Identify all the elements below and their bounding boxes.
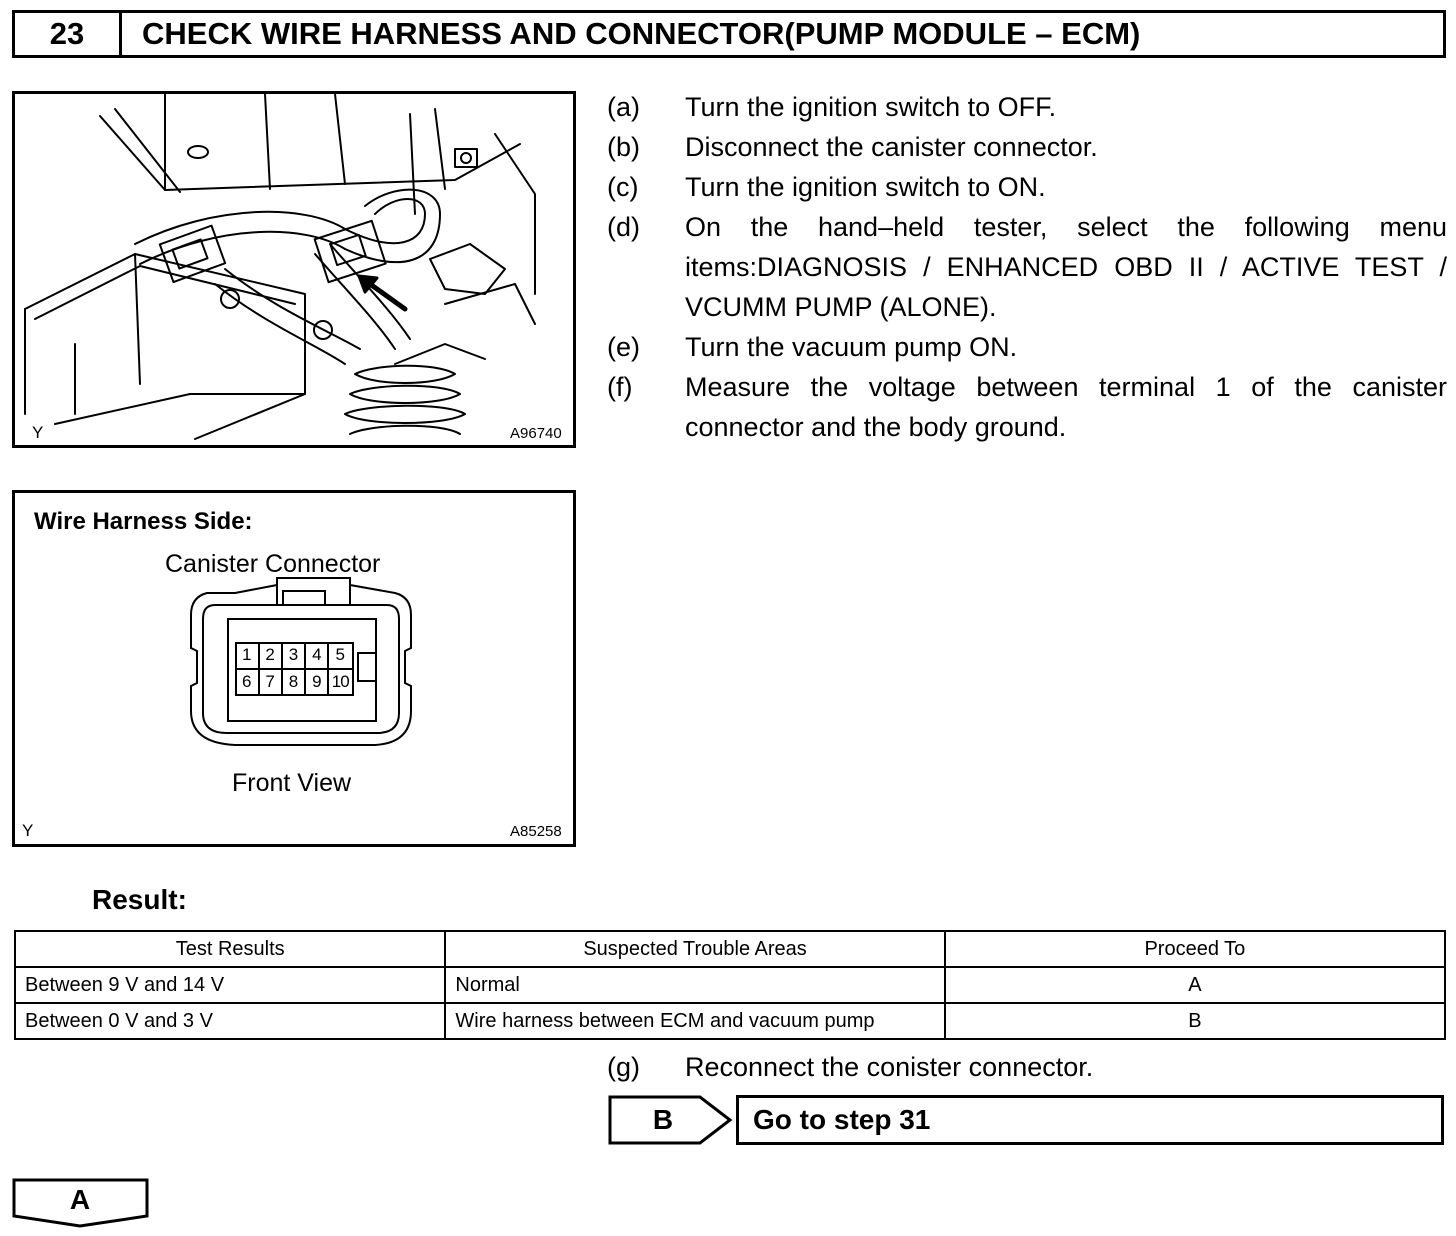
goto-b-marker[interactable] xyxy=(608,1095,734,1145)
terminal-row-top xyxy=(235,645,354,665)
column-header: Proceed To xyxy=(945,931,1445,967)
step-label: (d) xyxy=(607,212,640,242)
table-row xyxy=(15,1003,1445,1039)
step-text: Disconnect the canister connector. xyxy=(685,132,1098,162)
table-cell: Wire harness between ECM and vacuum pump xyxy=(445,1003,944,1039)
terminal-row-bottom xyxy=(235,672,354,692)
figure-canister-connector xyxy=(12,490,576,847)
next-a-marker[interactable] xyxy=(12,1178,150,1228)
step-label: (a) xyxy=(607,92,640,122)
step-number: 23 xyxy=(12,10,122,58)
engine-bay-illustration xyxy=(15,94,573,445)
table-cell: Between 0 V and 3 V xyxy=(15,1003,445,1039)
figure2-corner-mark: Y xyxy=(22,821,34,840)
table-cell: Normal xyxy=(445,967,944,1003)
step-text: Turn the ignition switch to OFF. xyxy=(685,92,1057,122)
step-label: (e) xyxy=(607,332,640,362)
column-header: Suspected Trouble Areas xyxy=(445,931,944,967)
figure2-code: A85258 xyxy=(510,823,562,840)
terminal-5: 5 xyxy=(335,645,345,664)
step-text: Turn the vacuum pump ON. xyxy=(685,332,1018,362)
table-cell: Between 9 V and 14 V xyxy=(15,967,445,1003)
terminal-2: 2 xyxy=(265,645,275,664)
goto-code: B xyxy=(652,1104,674,1135)
figure1-code: A96740 xyxy=(510,425,562,442)
goto-step-text[interactable]: Go to step 31 xyxy=(736,1095,1444,1145)
table-cell: A xyxy=(945,967,1445,1003)
table-cell: B xyxy=(945,1003,1445,1039)
figure1-corner-mark: Y xyxy=(32,423,44,442)
next-code: A xyxy=(69,1184,91,1215)
step-text: Turn the ignition switch to ON. xyxy=(685,172,1046,202)
step-d xyxy=(607,207,1447,327)
wire-harness-side-heading: Wire Harness Side: xyxy=(34,508,253,535)
figure-engine-bay xyxy=(12,91,576,448)
table-header-row xyxy=(15,931,1445,967)
step-f xyxy=(607,367,1447,447)
terminal-6: 6 xyxy=(241,672,252,691)
result-table xyxy=(14,930,1446,1040)
terminal-8: 8 xyxy=(288,672,299,691)
step-label: (f) xyxy=(607,372,633,402)
terminal-grid xyxy=(235,642,354,696)
step-e xyxy=(607,327,1447,367)
terminal-4: 4 xyxy=(312,645,322,664)
step-label: (c) xyxy=(607,172,639,202)
terminal-10: 10 xyxy=(331,672,349,691)
terminal-3: 3 xyxy=(288,645,299,664)
step-text: On the hand–held tester, select the following menu items:DIAGNOSIS / ENHANCED OBD II / ACTIVE TEST / VCUMM PUMP (ALONE). xyxy=(685,212,1447,322)
step-label: (b) xyxy=(607,132,640,162)
step-g xyxy=(607,1047,1447,1087)
procedure-steps xyxy=(607,87,1447,447)
step-label: (g) xyxy=(607,1052,640,1082)
result-title: Result: xyxy=(92,884,187,915)
step-a xyxy=(607,87,1447,127)
step-text: Reconnect the conister connector. xyxy=(685,1052,1094,1082)
page-title: CHECK WIRE HARNESS AND CONNECTOR(PUMP MODULE – ECM) xyxy=(119,10,1446,58)
terminal-7: 7 xyxy=(265,672,275,691)
table-row xyxy=(15,967,1445,1003)
step-c xyxy=(607,167,1447,207)
connector-label: Canister Connector xyxy=(165,550,381,578)
front-view-label: Front View xyxy=(232,769,352,797)
terminal-9: 9 xyxy=(312,672,322,691)
step-b xyxy=(607,127,1447,167)
step-text: Measure the voltage between terminal 1 of the canister connector and the body ground. xyxy=(685,372,1447,442)
terminal-1: 1 xyxy=(241,645,252,664)
column-header: Test Results xyxy=(15,931,445,967)
